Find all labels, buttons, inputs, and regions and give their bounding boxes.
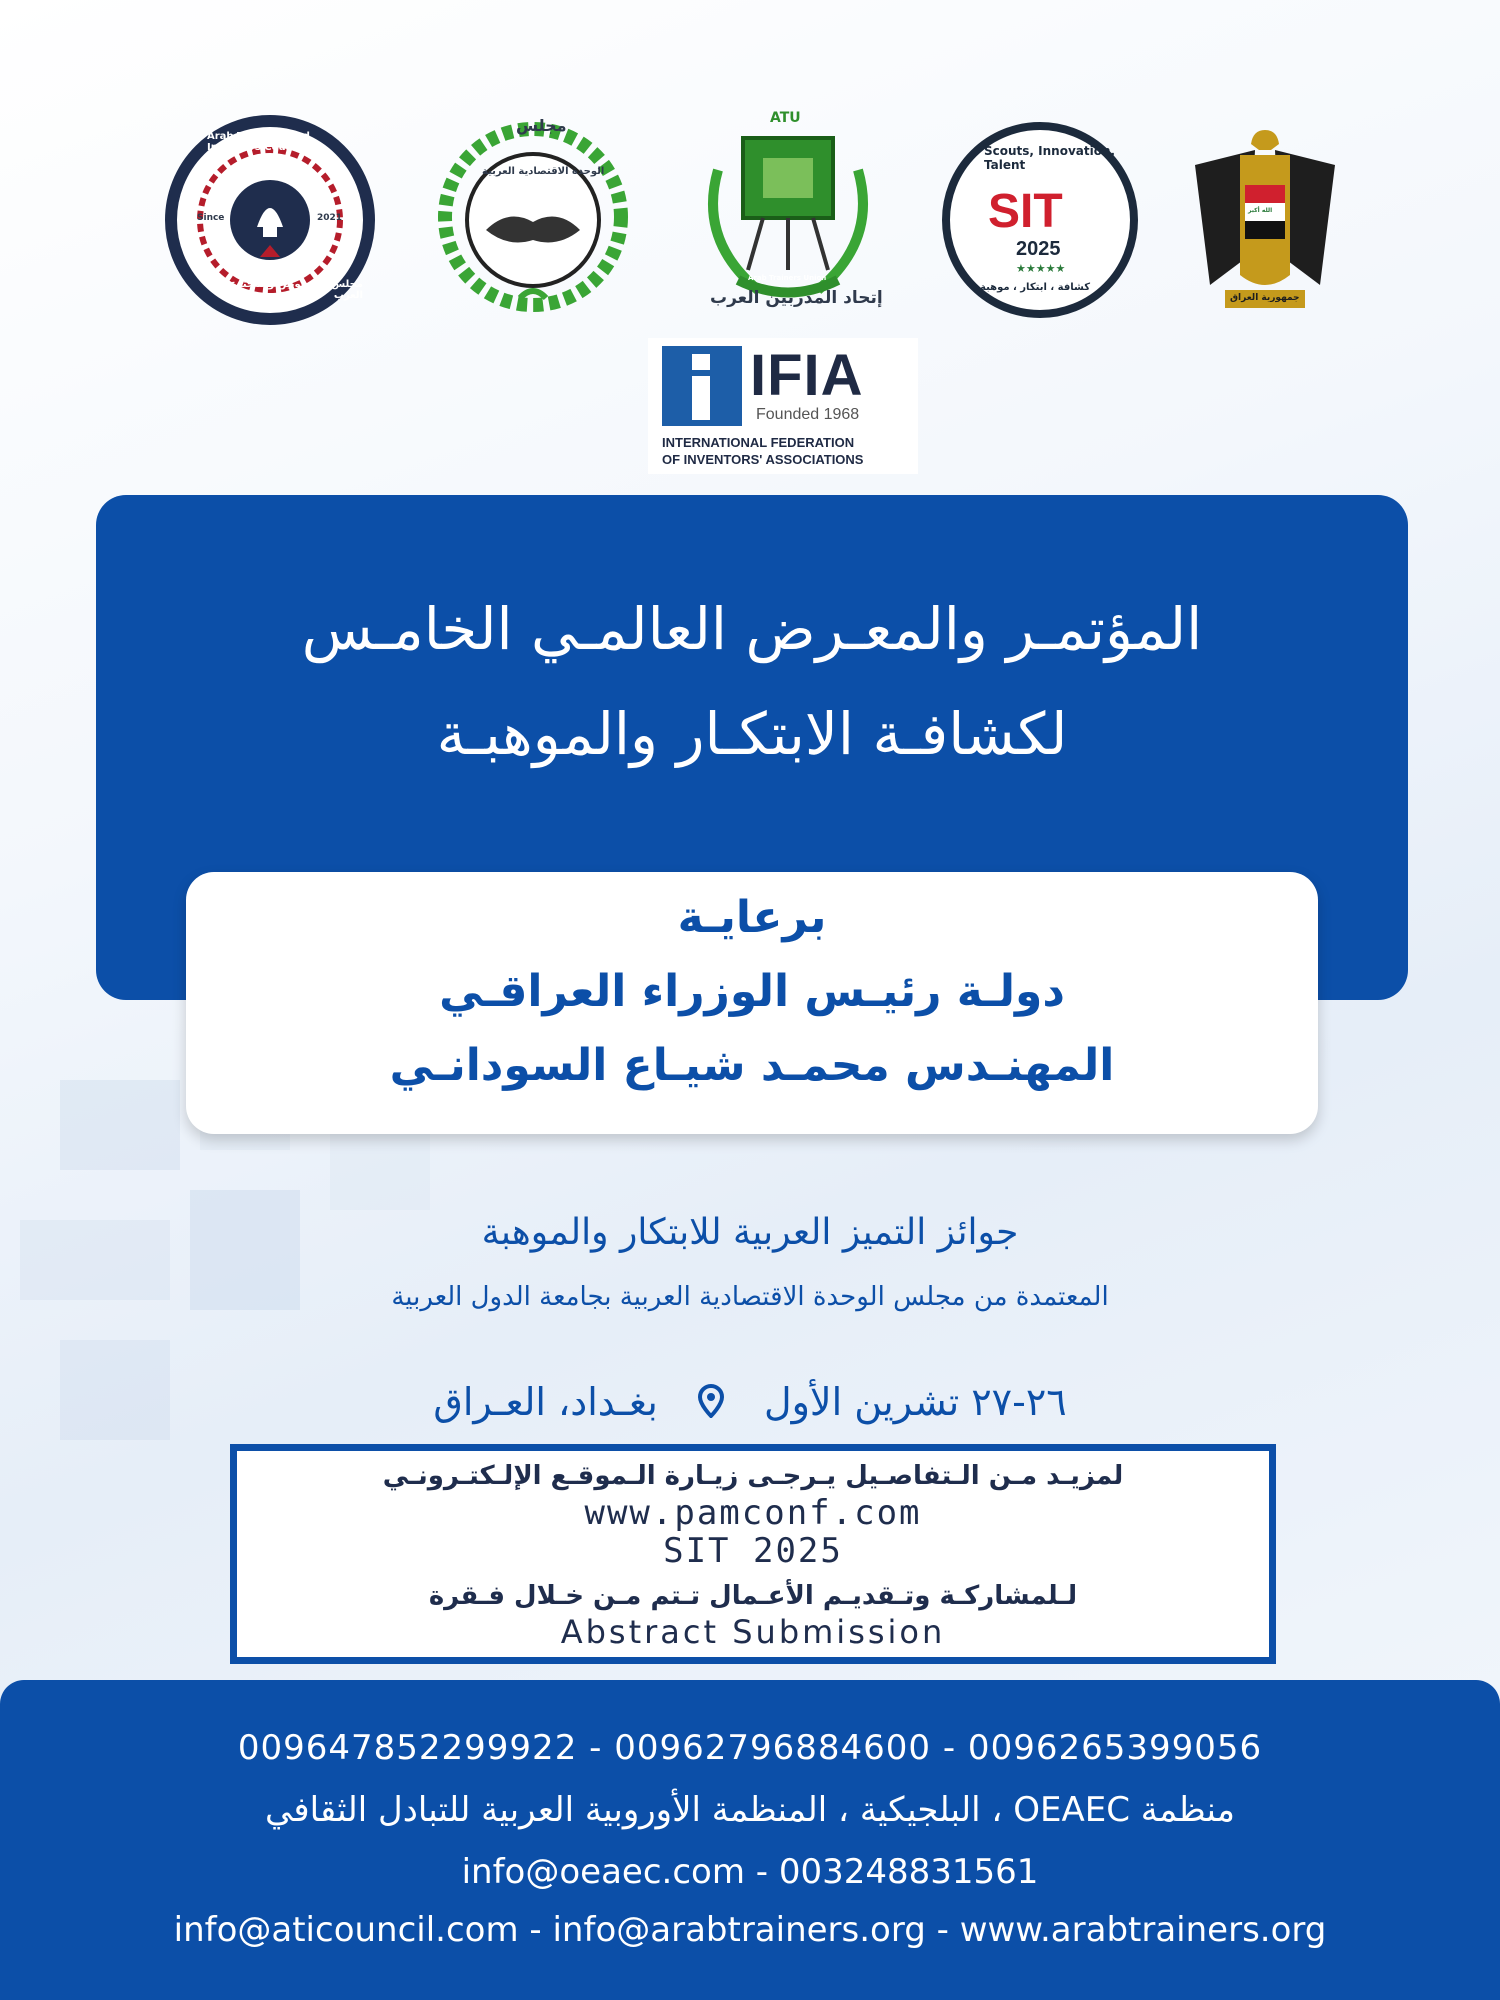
- awards-subtitle: المعتمدة من مجلس الوحدة الاقتصادية العربية بجامعة الدول العربية: [391, 1282, 1109, 1312]
- details-box: [230, 1444, 1276, 1664]
- ifia-full-name: [662, 434, 863, 468]
- atic-outer-text: Arab Talented and Inventors Council: [207, 131, 310, 153]
- footer-emails[interactable]: info@aticouncil.com - info@arabtrainers.org - www.arabtrainers.org: [173, 1910, 1327, 1950]
- atu-bottom: إتحاد المدربين العرب: [710, 288, 883, 308]
- awards-title: جوائز التميز العربية للابتكار والموهبة: [481, 1212, 1019, 1253]
- details-submission: Abstract Submission: [560, 1613, 946, 1651]
- ifia-logo: [648, 338, 918, 474]
- eagle-flag-text: الله أكبر: [1248, 207, 1273, 214]
- eagle-label: جمهورية العراق: [1230, 293, 1300, 303]
- sit-ar: كشافة ، ابتكار ، موهبة: [980, 282, 1091, 293]
- ifia-line2: OF INVENTORS' ASSOCIATIONS: [662, 452, 864, 467]
- atic-logo: [165, 115, 375, 325]
- atic-year: 2021: [317, 213, 343, 223]
- footer-phones: 009647852299922 - 00962796884600 - 0096265399056: [237, 1728, 1263, 1768]
- atu-logo: [688, 110, 888, 320]
- footer: [0, 1680, 1500, 2000]
- footer-org: منظمة OEAEC ، البلجيكية ، المنظمة الأوروبية العربية للتبادل الثقافي: [264, 1790, 1235, 1830]
- atic-inner-text: مجلس الموهوبين والمخترعين العرب: [216, 279, 363, 301]
- ifia-line1: INTERNATIONAL FEDERATION: [662, 435, 855, 450]
- sit-arc: Scouts, Innovation, Talent: [984, 144, 1116, 172]
- details-code: SIT 2025: [663, 1531, 843, 1571]
- iraq-eagle-logo: [1190, 125, 1340, 325]
- atu-ribbon: Arab Trainers Union: [748, 274, 827, 282]
- details-website[interactable]: www.pamconf.com: [584, 1493, 922, 1533]
- patron-line-1: برعايـة: [677, 892, 827, 943]
- location-pin-icon: [698, 1383, 724, 1427]
- sit-year: 2025: [1016, 238, 1061, 260]
- aeuc-top: مجلس: [516, 116, 567, 135]
- sit-stars: ★★★★★: [1016, 262, 1066, 275]
- event-date: ٢٦-٢٧ تشرين الأول: [763, 1380, 1067, 1424]
- title-line-1: المؤتمـر والمعـرض العالمـي الخامـس: [301, 595, 1203, 663]
- patron-line-2: دولـة رئيـس الوزراء العراقـي: [439, 966, 1065, 1017]
- patron-box: [186, 872, 1318, 1134]
- details-line-1: لمزيـد مـن الـتفاصـيل يـرجـى زيـارة الـموقـع الإلـكتـرونـي: [382, 1461, 1124, 1491]
- ifia-i-icon: [662, 346, 742, 426]
- aeuc-ring: الوحدة الاقتصادية العربية: [482, 166, 605, 177]
- atu-top: ATU: [770, 110, 801, 126]
- patron-line-3: المهنـدس محمـد شيـاع السودانـي: [389, 1040, 1115, 1091]
- laurel-handshake-icon: [428, 112, 638, 322]
- title-line-2: لكشافـة الابتكـار والموهبـة: [436, 700, 1068, 768]
- event-info: [0, 1380, 1500, 1427]
- ifia-name: IFIA: [750, 343, 864, 408]
- sit-name: SIT: [988, 185, 1063, 238]
- ifia-founded: Founded 1968: [756, 406, 860, 423]
- footer-contact[interactable]: info@oeaec.com - 003248831561: [461, 1852, 1039, 1892]
- sit-logo: [942, 122, 1138, 318]
- details-line-4: لـلمشاركـة وتـقديـم الأعـمال تـتم مـن خـلال فـقرة: [428, 1581, 1078, 1611]
- atic-since: Since: [197, 213, 225, 223]
- event-location: بغـداد، العـراق: [433, 1380, 658, 1424]
- aeuc-logo: [428, 112, 638, 322]
